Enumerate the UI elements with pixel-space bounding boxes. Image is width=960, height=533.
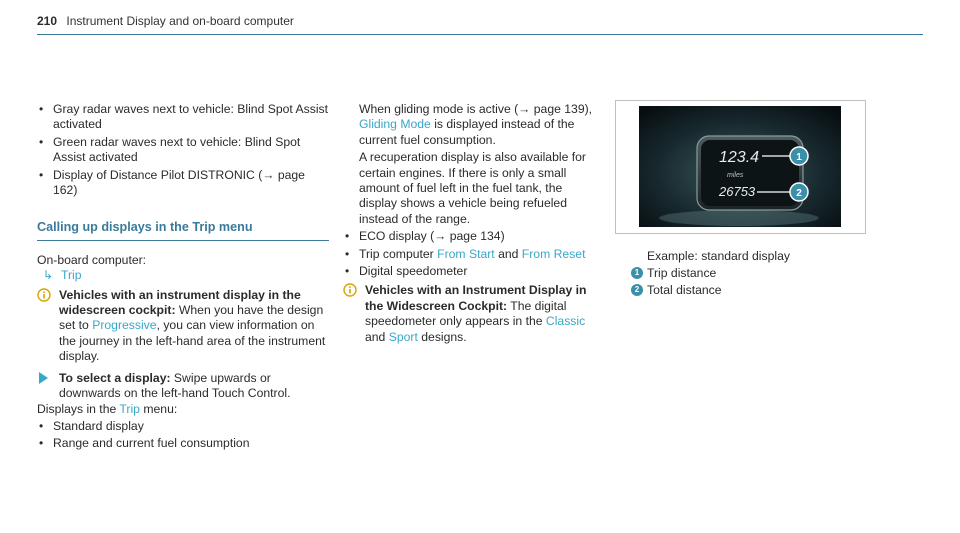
note-speedometer	[343, 283, 601, 345]
step-text: Swipe upwards or downwards on the left-hand Touch Control.	[59, 370, 291, 401]
trip-value: 123.4	[719, 149, 760, 166]
gliding-mode-paragraph	[343, 102, 601, 148]
list-item: • ECO display (→ page 134)	[343, 229, 601, 244]
design-sport: Sport	[388, 329, 418, 344]
note-text: designs.	[417, 329, 467, 344]
bullet-list-bottom	[37, 419, 329, 452]
bullet-list-top	[37, 102, 329, 198]
callout-badge: 2	[631, 284, 643, 296]
figure-caption	[631, 249, 865, 299]
unit-label: miles	[727, 172, 744, 179]
caption-item	[631, 283, 865, 298]
callout-badge: 1	[631, 267, 643, 279]
section-title: Calling up displays in the Trip menu	[37, 220, 329, 240]
header-title: Instrument Display and on-board computer	[66, 14, 294, 28]
list-item: • Display of Distance Pilot DISTRONIC (→ page 162)	[37, 168, 329, 199]
design-classic: Classic	[545, 314, 586, 329]
menu-path	[37, 268, 329, 283]
note-widescreen	[37, 288, 329, 365]
note-text: The digital speedometer only appears in the	[365, 298, 567, 329]
page-number: 210	[37, 14, 58, 28]
list-item: • Green radar waves next to vehicle: Blind Spot Assist activated	[37, 135, 329, 166]
note-heading: Vehicles with an Instrument Display in the Widescreen Cockpit:	[365, 283, 587, 313]
submenu-arrow-icon: ↳	[43, 268, 54, 283]
gliding-mode-ref: Gliding Mode	[359, 117, 431, 132]
list-text: Trip computer	[359, 246, 438, 261]
column-2	[343, 102, 601, 345]
callout-number-2: 2	[796, 188, 802, 199]
displays-text: menu:	[139, 401, 178, 416]
note-text: When you have the design set to	[59, 303, 324, 333]
column-1	[37, 102, 329, 454]
caption-text: Trip distance	[647, 266, 717, 281]
bullet-list-col2	[343, 229, 601, 279]
step-arrow-icon	[39, 372, 48, 384]
list-item: • Gray radar waves next to vehicle: Blind Spot Assist activated	[37, 102, 329, 133]
note-text: , you can view information on the journey in the left-hand area of the instrument display.	[59, 318, 326, 364]
instrument-display-figure	[615, 100, 866, 234]
list-item	[343, 247, 601, 262]
callout-number-1: 1	[796, 152, 802, 163]
note-text: and	[365, 329, 389, 344]
step-select-display	[37, 371, 329, 402]
from-reset-ref: From Reset	[521, 246, 586, 261]
list-item: • Standard display	[37, 419, 329, 434]
display-screen	[639, 106, 841, 227]
displays-intro	[37, 402, 329, 417]
display-illustration	[639, 106, 841, 227]
step-heading: To select a display:	[59, 370, 171, 385]
list-item: • Digital speedometer	[343, 264, 601, 279]
list-text: and	[494, 246, 522, 261]
paragraph-text: is displayed instead of the current fuel consumption.	[359, 117, 575, 147]
list-item: • Range and current fuel consumption	[37, 436, 329, 451]
paragraph-text: When gliding mode is active (→ page 139),	[359, 102, 593, 116]
page-header	[37, 14, 923, 35]
total-value: 26753	[719, 184, 756, 199]
note-heading: Vehicles with an instrument display in the widescreen cockpit:	[59, 287, 301, 318]
trip-menu-ref: Trip	[119, 401, 140, 416]
from-start-ref: From Start	[437, 246, 495, 261]
info-icon	[37, 288, 51, 302]
caption-text: Total distance	[647, 282, 722, 297]
caption-title: Example: standard display	[647, 249, 790, 263]
caption-item	[631, 266, 865, 281]
displays-text: Displays in the	[37, 401, 120, 416]
info-icon	[343, 283, 357, 297]
recuperation-paragraph: A recuperation display is also available for certain engines. If there is only a small amount of fuel left in the fuel tank, the display shows a vehicle being refueled instead of the range.	[359, 150, 586, 226]
menu-item-trip: Trip	[61, 268, 82, 283]
menu-label: On-board computer:	[37, 252, 147, 267]
design-progressive: Progressive	[92, 318, 157, 333]
